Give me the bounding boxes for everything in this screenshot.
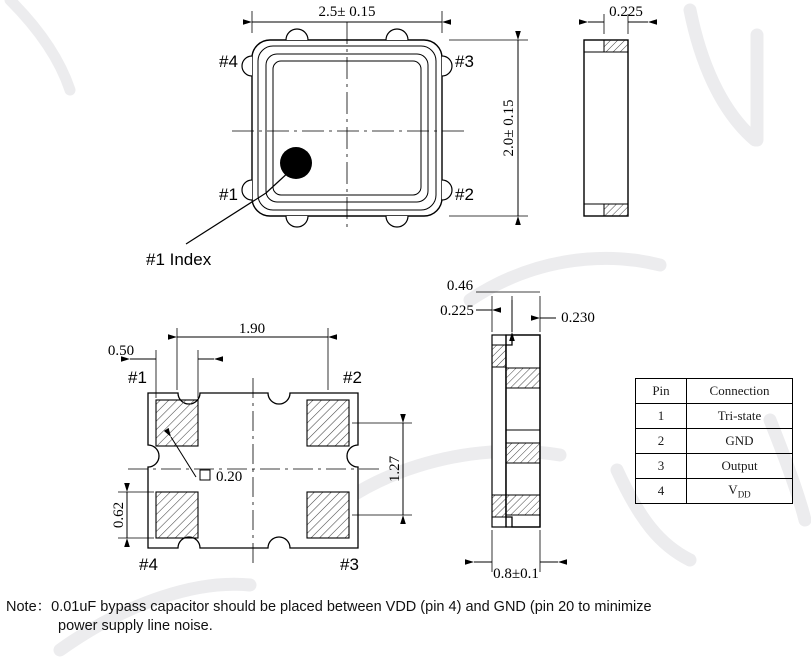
top-label-pin4: #4 bbox=[219, 52, 238, 71]
pad-1 bbox=[156, 400, 198, 446]
table-row bbox=[636, 454, 793, 479]
cell-pin-3: 3 bbox=[636, 454, 687, 479]
top-view-group bbox=[186, 11, 528, 244]
pad-4 bbox=[156, 492, 198, 538]
side-electrode-a bbox=[506, 368, 540, 388]
side-electrode-b bbox=[506, 443, 540, 463]
dim-top-height: 2.0± 0.15 bbox=[501, 99, 517, 157]
dim-side-thickness: 0.225 bbox=[609, 4, 643, 20]
bottom-label-pin2: #2 bbox=[343, 368, 362, 387]
top-label-pin3: #3 bbox=[455, 52, 474, 71]
dim-top-width: 2.5± 0.15 bbox=[318, 4, 376, 20]
dim-pad-pitch-y: 1.27 bbox=[387, 455, 403, 483]
top-label-pin1: #1 bbox=[219, 185, 238, 204]
side-strip-pad-a bbox=[492, 345, 506, 367]
dim-pad-height: 0.62 bbox=[111, 501, 127, 529]
pin1-index-dot bbox=[280, 147, 312, 179]
chamfer-symbol bbox=[200, 470, 210, 480]
table-row bbox=[636, 429, 793, 454]
header-connection: Connection bbox=[687, 379, 793, 404]
pad-2 bbox=[307, 400, 349, 446]
side-electrode-c bbox=[506, 495, 540, 515]
side-body-outline bbox=[584, 40, 628, 216]
table-row bbox=[636, 404, 793, 429]
dim-pad-tolerance: 0.20 bbox=[216, 469, 243, 485]
top-label-pin2: #2 bbox=[455, 185, 474, 204]
note-label: Note： bbox=[6, 599, 52, 615]
cell-pin-1: 1 bbox=[636, 404, 687, 429]
side-electrode-top bbox=[604, 40, 628, 52]
side-view-top-group bbox=[584, 14, 648, 216]
dim-side-a: 0.46 bbox=[446, 278, 474, 294]
bottom-label-pin1: #1 bbox=[128, 368, 147, 387]
table-header-row bbox=[636, 379, 793, 404]
cell-connection-1: Tri-state bbox=[687, 404, 793, 429]
bottom-label-pin4: #4 bbox=[139, 555, 158, 574]
pin-connection-table bbox=[635, 378, 793, 504]
dim-side-b: 0.225 bbox=[440, 303, 474, 319]
cell-connection-4 bbox=[687, 479, 793, 504]
dim-pad-width: 0.50 bbox=[107, 343, 135, 359]
cell-connection-3: Output bbox=[687, 454, 793, 479]
note-line-2: power supply line noise. bbox=[58, 618, 213, 634]
bottom-label-pin3: #3 bbox=[340, 555, 359, 574]
dim-side-d: 0.8±0.1 bbox=[493, 566, 539, 582]
pad-3 bbox=[307, 492, 349, 538]
cell-pin-2: 2 bbox=[636, 429, 687, 454]
side-strip-pad-b bbox=[492, 495, 506, 517]
dim-side-c: 0.230 bbox=[561, 310, 595, 326]
dim-pad-pitch-x: 1.90 bbox=[238, 321, 266, 337]
side-view-bottom-group bbox=[474, 292, 558, 572]
header-pin: Pin bbox=[636, 379, 687, 404]
index-label: #1 Index bbox=[146, 250, 212, 269]
bottom-view-group bbox=[118, 328, 412, 565]
cell-connection-2: GND bbox=[687, 429, 793, 454]
table-row bbox=[636, 479, 793, 504]
vdd-sub: DD bbox=[737, 489, 751, 500]
side-electrode-bottom bbox=[604, 204, 628, 216]
note-block bbox=[6, 598, 806, 636]
cell-pin-4: 4 bbox=[636, 479, 687, 504]
note-line-1: 0.01uF bypass capacitor should be placed between VDD (pin 4) and GND (pin 20 to minimize bbox=[51, 599, 652, 615]
vdd-main: V bbox=[728, 482, 738, 498]
